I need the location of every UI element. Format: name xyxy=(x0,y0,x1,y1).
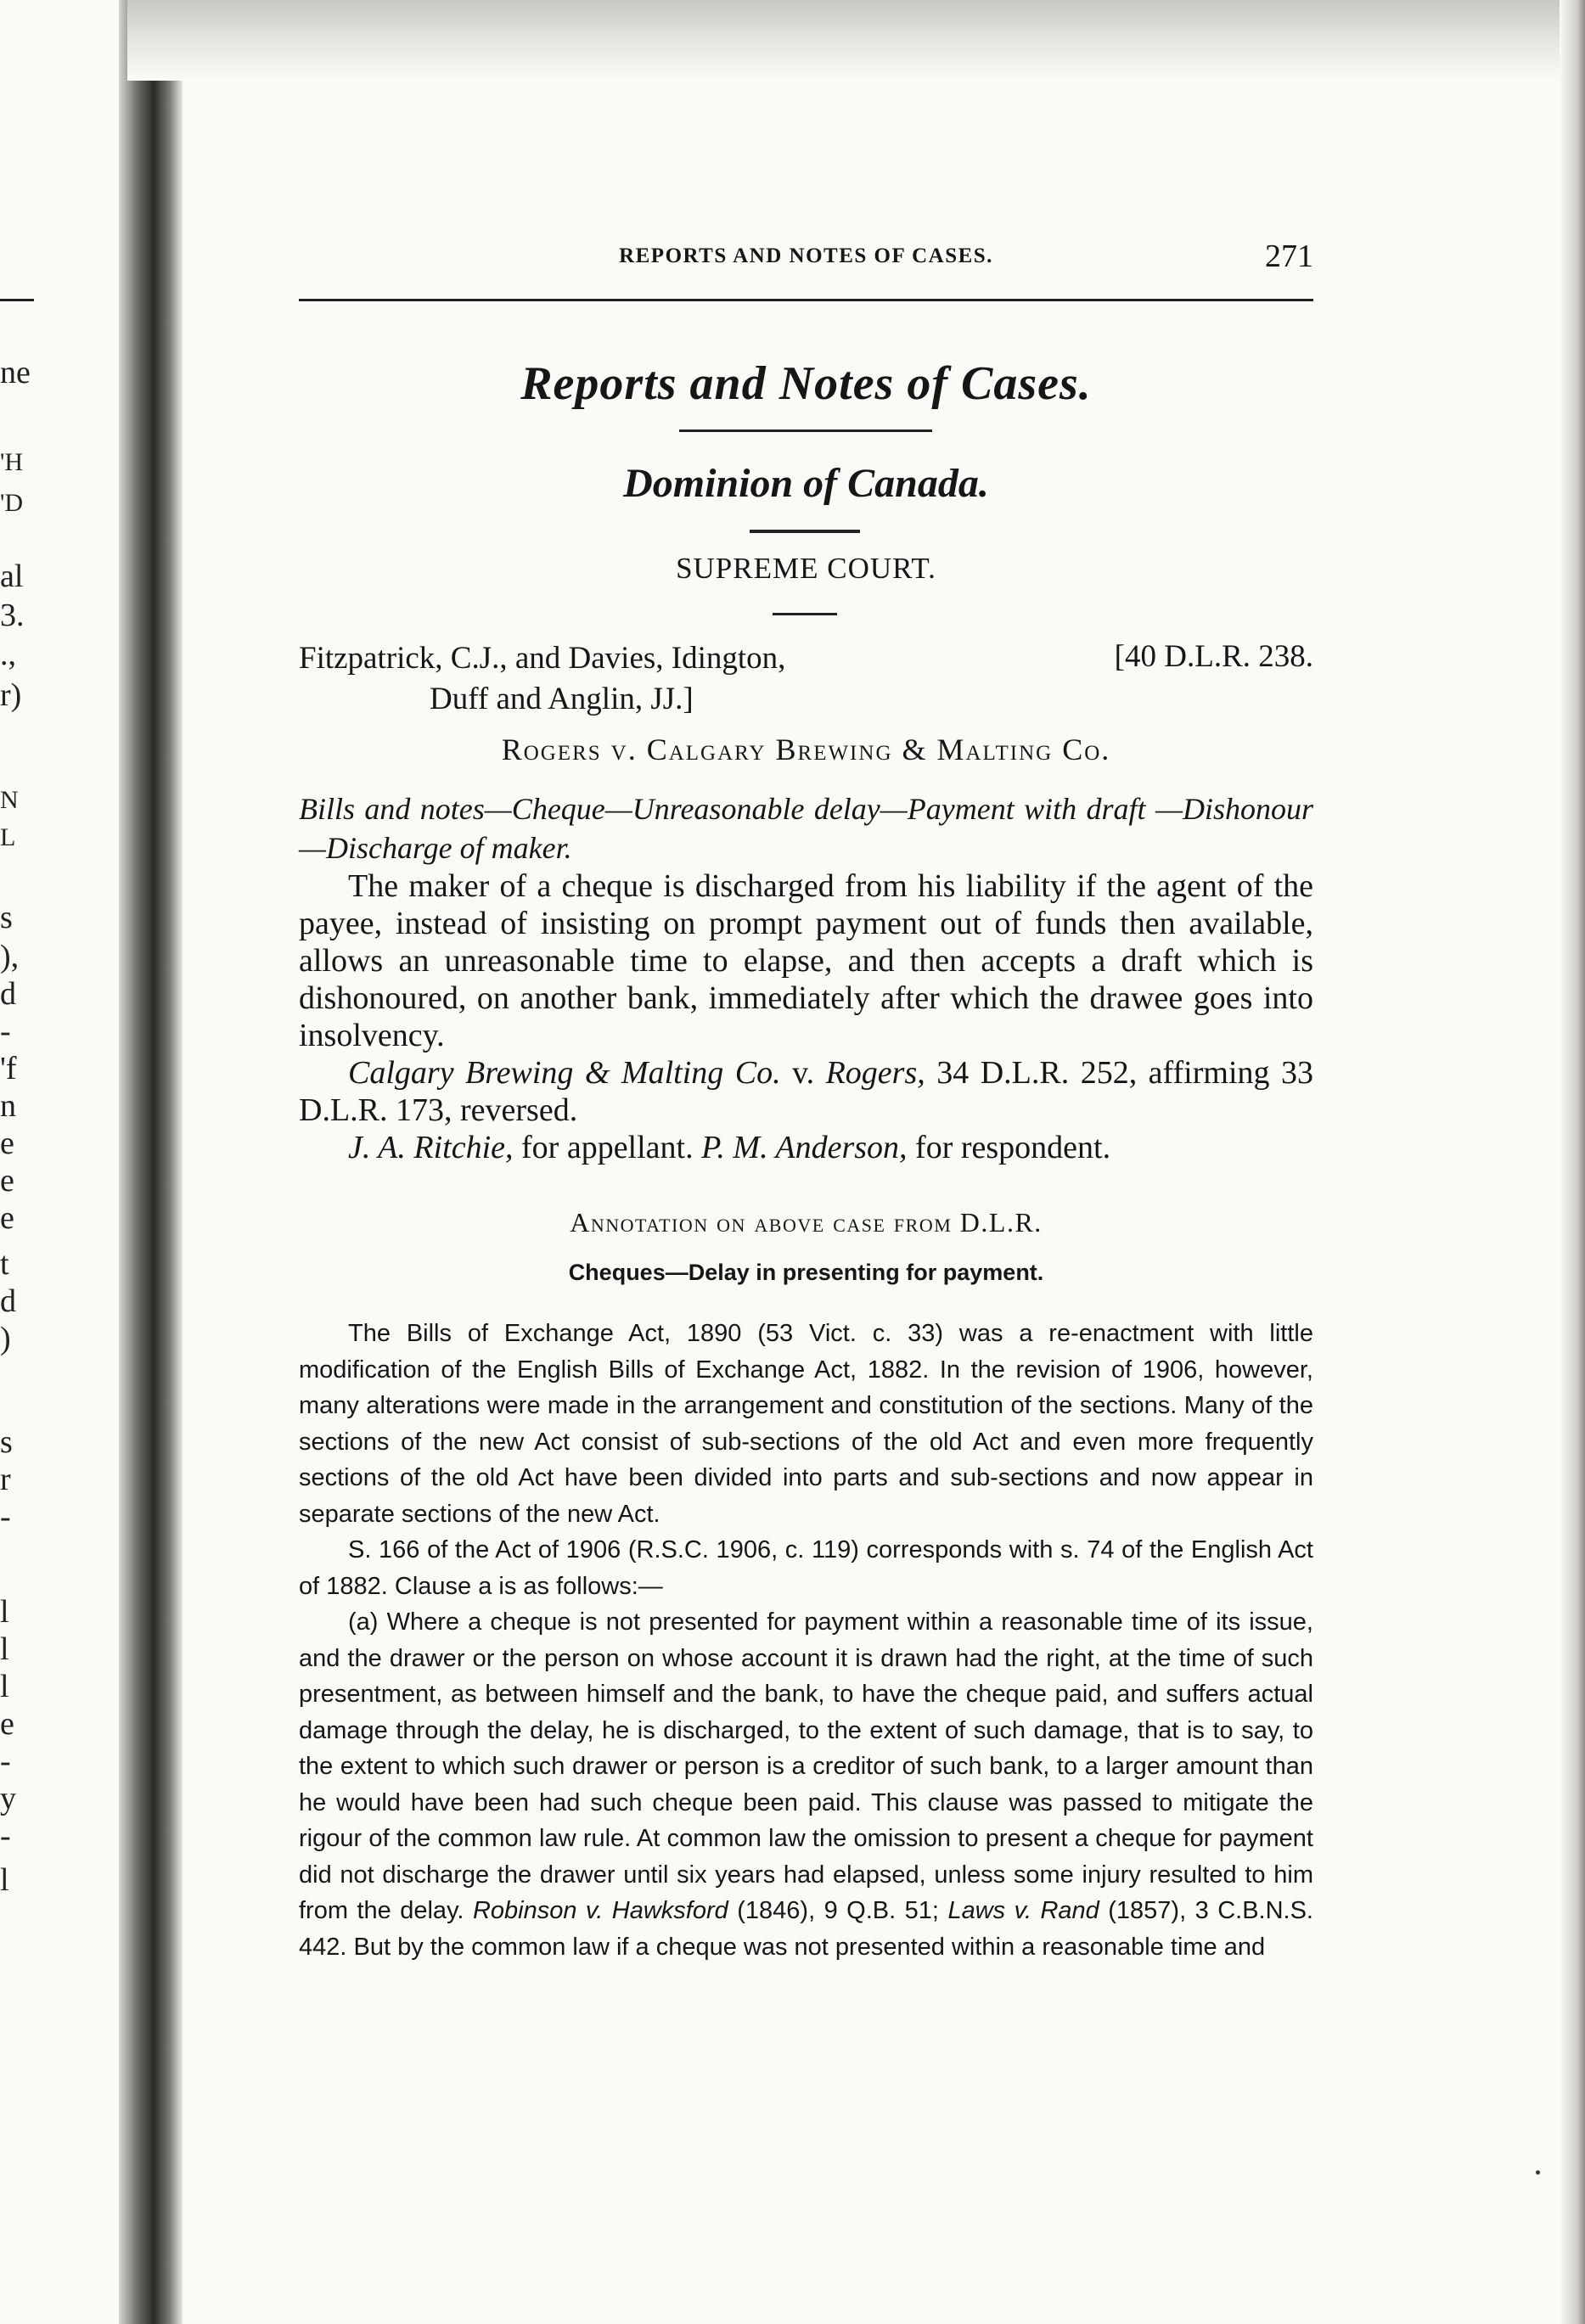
annotation-body xyxy=(299,1316,1313,1965)
margin-fragment: l xyxy=(0,1862,9,1898)
margin-fragment: L xyxy=(0,823,16,851)
margin-fragment: ), xyxy=(0,939,20,974)
margin-fragment: - xyxy=(0,1743,11,1779)
margin-fragment: ) xyxy=(0,1321,11,1356)
margin-fragment: n xyxy=(0,1088,16,1124)
margin-fragment: e xyxy=(0,1126,14,1161)
margin-fragment: e xyxy=(0,1706,14,1742)
headnote-block xyxy=(299,867,1313,1166)
appellant-counsel: J. A. Ritchie, xyxy=(348,1130,514,1165)
margin-fragment: al xyxy=(0,559,24,594)
clause-label: (a) xyxy=(348,1608,379,1636)
catchwords: Bills and notes—Cheque—Unreasonable delay—Payment with draft —Dishonour—Discharge of maker. xyxy=(299,792,1313,865)
versus: v. xyxy=(780,1055,826,1091)
margin-fragment: 'f xyxy=(0,1051,17,1086)
case-reference: Laws v. Rand xyxy=(947,1897,1099,1924)
appellant-role: for appellant. xyxy=(513,1130,702,1165)
margin-fragment: 'H xyxy=(0,448,24,476)
judges-line-1: Fitzpatrick, C.J., and Davies, Idington, xyxy=(299,641,786,676)
margin-fragment: t xyxy=(0,1246,9,1282)
party-name: Rogers, xyxy=(825,1055,925,1091)
annotation-paragraph: S. 166 of the Act of 1906 (R.S.C. 1906, c. 119) corresponds with s. 74 of the English Act of 1882. Clause a is as follows:— xyxy=(299,1536,1313,1600)
margin-fragment: - xyxy=(0,1818,11,1854)
section-title: Reports and Notes of Cases. xyxy=(520,357,1092,410)
clause-text: Where a cheque is not presented for payment within a reasonable time of its issue, and the drawer or the person on whose account it is drawn had the right, at the time of such presentment, as between himself and the bank, to have the cheque paid, and suffers actual damage through the delay, he is discharged, to the extent of such damage, that is to say, to the extent to which such drawer or person is a creditor of such bank, to a larger amount than he would have been had such cheque been paid. This clause was passed to mitigate the rigour of the common law rule. At common law the omission to present a cheque for payment did not discharge the drawer until six years had elapsed, unless some injury resulted to him from the delay. xyxy=(299,1608,1313,1924)
annotation-title: Annotation on above case from D.L.R. xyxy=(570,1207,1043,1238)
margin-fragment: s xyxy=(0,1424,13,1460)
respondent-counsel: P. M. Anderson, xyxy=(701,1130,908,1165)
margin-rule xyxy=(0,299,34,301)
margin-fragment: 3. xyxy=(0,598,25,633)
court-name: SUPREME COURT. xyxy=(676,552,936,585)
annotation-paragraph: The Bills of Exchange Act, 1890 (53 Vict. c. 33) was a re-enactment with little modification of the English Bills of Exchange Act, 1882. In the revision of 1906, however, many alterations were made in the arrangement and constitution of the sections. Many of the sections of the new Act consist of sub-sections of the old Act and even more frequently sections of the old Act have been divided into parts and sub-sections and now appear in separate sections of the new Act. xyxy=(299,1320,1313,1528)
ink-speck xyxy=(1536,2170,1540,2175)
judges-line-2: Duff and Anglin, JJ.] xyxy=(430,682,694,716)
margin-fragment: y xyxy=(0,1781,16,1816)
margin-fragment: l xyxy=(0,1594,9,1630)
margin-fragment: ne xyxy=(0,355,31,390)
margin-fragment: e xyxy=(0,1200,14,1236)
case-name: Calgary Brewing & Malting Co. xyxy=(348,1055,781,1091)
running-head xyxy=(299,239,1313,278)
running-head-title: REPORTS AND NOTES OF CASES. xyxy=(619,244,993,267)
case-reference: Robinson v. Hawksford xyxy=(472,1897,728,1924)
margin-fragment: N xyxy=(0,786,19,814)
page-number: 271 xyxy=(1265,239,1313,274)
margin-fragment: l xyxy=(0,1669,9,1704)
margin-fragment: d xyxy=(0,976,16,1012)
lower-court-history xyxy=(299,1054,1313,1129)
margin-fragment: 'D xyxy=(0,489,24,517)
headnote: The maker of a cheque is discharged from his liability if the agent of the payee, instead of insisting on prompt payment out of funds then available, allows an unreasonable time to elapse, and then accepts a draft which is dishonoured, on another bank, immediately after which the drawee goes into insolvency. xyxy=(299,868,1313,1053)
history-text: 34 D.L.R. 252, affirming 33 D.L.R. 173, reversed. xyxy=(299,1055,1313,1128)
case-reference-cite: (1857), 3 C.B.N.S. 442. But by the common law if a cheque was not presented within a reasonable time and xyxy=(299,1897,1313,1961)
margin-fragment: l xyxy=(0,1631,9,1667)
adjacent-page-margin xyxy=(0,0,127,2324)
margin-fragment: ., xyxy=(0,637,16,672)
subtitle-divider xyxy=(750,530,860,533)
margin-fragment: - xyxy=(0,1499,11,1535)
margin-fragment: d xyxy=(0,1283,16,1319)
court-divider xyxy=(773,613,837,615)
title-divider xyxy=(679,429,932,432)
respondent-role: for respondent. xyxy=(907,1130,1111,1165)
clause-a-paragraph xyxy=(299,1604,1313,1965)
book-gutter-shadow xyxy=(119,0,183,2324)
margin-fragment: - xyxy=(0,1013,11,1049)
sub-title: Dominion of Canada. xyxy=(623,461,989,506)
page xyxy=(299,0,1313,2324)
counsel xyxy=(299,1129,1313,1166)
judges xyxy=(299,638,785,720)
margin-fragment: r) xyxy=(0,677,22,713)
right-edge-shadow xyxy=(1560,0,1585,2324)
margin-fragment: s xyxy=(0,900,13,935)
citation: [40 D.L.R. 238. xyxy=(1114,639,1313,674)
case-title: Rogers v. Calgary Brewing & Malting Co. xyxy=(501,733,1111,766)
case-reference-cite: (1846), 9 Q.B. 51; xyxy=(728,1897,948,1924)
annotation-subtitle: Cheques—Delay in presenting for payment. xyxy=(568,1260,1044,1285)
margin-fragment: e xyxy=(0,1163,14,1198)
header-rule xyxy=(299,299,1313,301)
margin-fragment: r xyxy=(0,1462,11,1497)
